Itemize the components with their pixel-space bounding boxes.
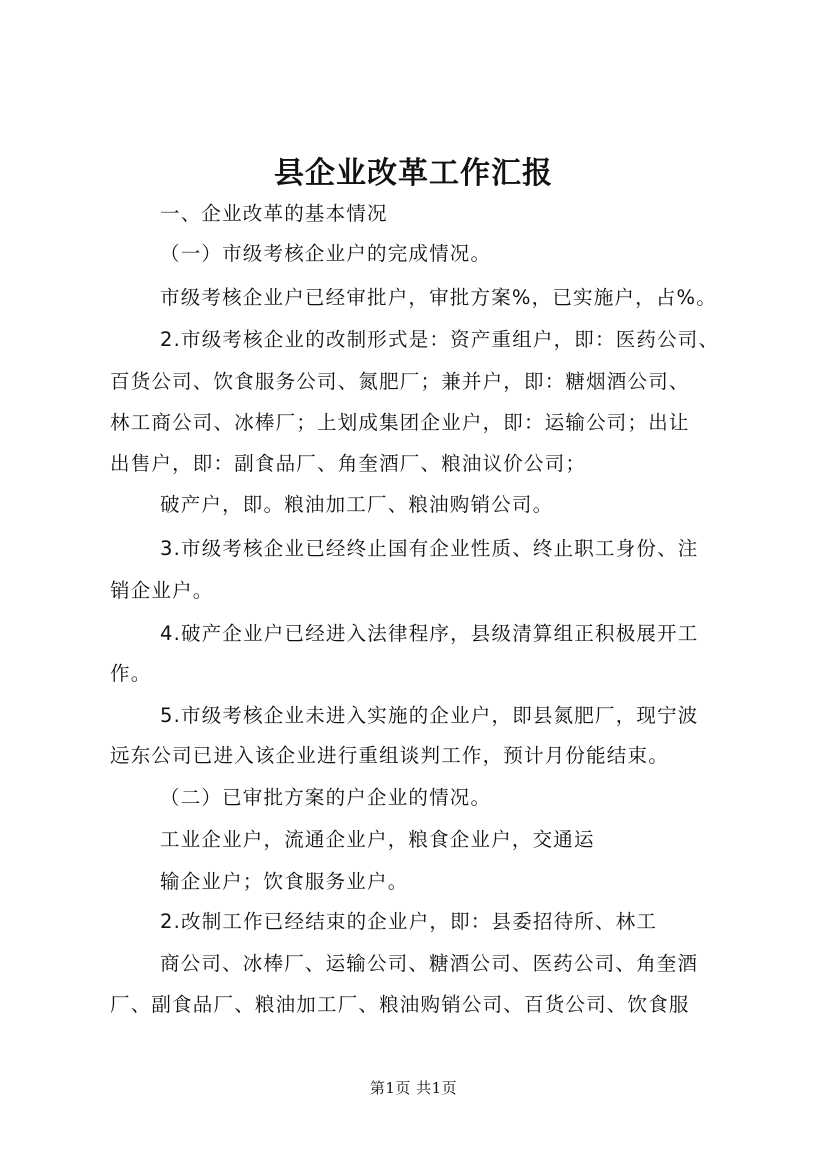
- paragraph-line: 3.市级考核企业已经终止国有企业性质、终止职工身份、注: [160, 537, 699, 560]
- document-title: 县企业改革工作汇报: [274, 156, 553, 191]
- paragraph-line: 破产户，即。粮油加工厂、粮油购销公司。: [160, 493, 554, 516]
- paragraph-line: 远东公司已进入该企业进行重组谈判工作，预计月份能结束。: [110, 744, 669, 767]
- paragraph-line: 工业企业户，流通企业户，粮食企业户，交通运: [160, 828, 595, 851]
- paragraph-line: 2.改制工作已经结束的企业户，即：县委招待所、林工: [160, 910, 658, 933]
- paragraph-line: 市级考核企业户已经审批户，审批方案%，已实施户，占%。: [160, 286, 717, 309]
- paragraph-line: 林工商公司、冰棒厂；上划成集团企业户，即：运输公司；出让: [110, 411, 690, 434]
- paragraph-line: 4.破产企业户已经进入法律程序，县级清算组正积极展开工: [160, 622, 699, 645]
- paragraph-line: 5.市级考核企业未进入实施的企业户，即县氮肥厂，现宁波: [160, 704, 699, 727]
- paragraph-line: 输企业户；饮食服务业户。: [160, 870, 409, 893]
- paragraph-line: 销企业户。: [110, 579, 214, 602]
- paragraph-line: 出售户，即：副食品厂、角奎酒厂、粮油议价公司；: [110, 452, 587, 475]
- paragraph-line: 2.市级考核企业的改制形式是：资产重组户，即：医药公司、: [160, 328, 720, 351]
- paragraph-line: 商公司、冰棒厂、运输公司、糖酒公司、医药公司、角奎酒: [160, 952, 699, 975]
- paragraph-line: （二）已审批方案的户企业的情况。: [160, 786, 492, 809]
- page-footer: 第1页 共1页: [369, 1079, 458, 1097]
- paragraph-line: 一、企业改革的基本情况: [160, 202, 388, 225]
- paragraph-line: （一）市级考核企业户的完成情况。: [160, 242, 492, 265]
- paragraph-line: 厂、副食品厂、粮油加工厂、粮油购销公司、百货公司、饮食服: [110, 993, 690, 1016]
- paragraph-line: 百货公司、饮食服务公司、氮肥厂；兼并户，即：糖烟酒公司、: [110, 370, 690, 393]
- paragraph-line: 作。: [110, 662, 152, 685]
